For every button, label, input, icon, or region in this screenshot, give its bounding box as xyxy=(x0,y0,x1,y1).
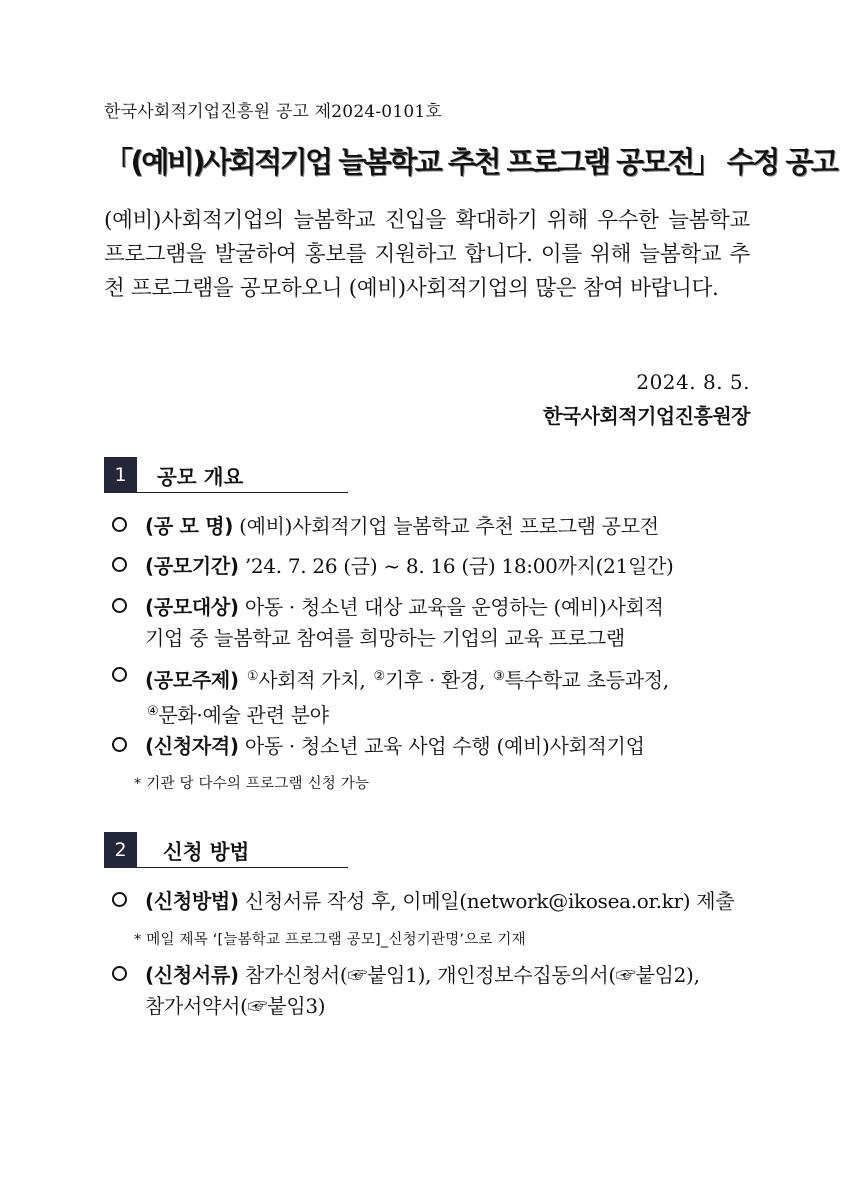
bullet-circle-icon xyxy=(112,737,127,752)
item-label: (공 모 명) xyxy=(145,514,234,538)
list-item-target xyxy=(112,592,752,654)
list-item-contest-name xyxy=(112,511,752,542)
list-item-body xyxy=(145,960,752,1022)
item-text: 신청서류 작성 후, 이메일(network@ikosea.or.kr) 제출 xyxy=(244,889,735,913)
list-item-body xyxy=(145,661,752,731)
item-label: (공모기간) xyxy=(145,554,239,578)
bullet-circle-icon xyxy=(112,598,127,613)
circled-number-2: ② xyxy=(373,669,385,684)
item-text-continued: 기업 중 늘봄학교 참여를 희망하는 기업의 교육 프로그램 xyxy=(145,626,625,650)
item-label: (신청방법) xyxy=(145,889,239,913)
item-text: (예비)사회적기업 늘봄학교 추천 프로그램 공모전 xyxy=(239,514,659,538)
item-label: (공모대상) xyxy=(145,595,239,619)
item-text-continued: 참가서약서(☞붙임3) xyxy=(145,994,326,1018)
item-text-continued xyxy=(145,696,752,731)
theme-4: 문화·예술 관련 분야 xyxy=(158,703,329,727)
list-item-body xyxy=(145,886,752,917)
issuer-name: 한국사회적기업진흥원장 xyxy=(542,404,750,428)
intro-paragraph: (예비)사회적기업의 늘봄학교 진입을 확대하기 위해 우수한 늘봄학교 프로그램을 발굴하여 홍보를 지원하고 합니다. 이를 위해 늘봄학교 추천 프로그램을 공모하오니 (예비)사회적기업의 많은 참여 바랍니다. xyxy=(104,208,750,301)
item-label: (신청서류) xyxy=(145,963,239,987)
section-2-number: 2 xyxy=(104,832,137,868)
bullet-circle-icon xyxy=(112,517,127,532)
theme-2: 기후 · 환경, xyxy=(384,668,486,692)
item-text: 아동 · 청소년 대상 교육을 운영하는 (예비)사회적 xyxy=(244,595,664,619)
section-2-header xyxy=(104,832,348,868)
section-1-number: 1 xyxy=(104,457,137,493)
section-1-title: 공모 개요 xyxy=(157,464,244,489)
list-item-period xyxy=(112,551,752,582)
list-item-documents xyxy=(112,960,752,1022)
item-text: 참가신청서(☞붙임1), 개인정보수집동의서(☞붙임2), xyxy=(244,963,700,987)
announcement-date: 2024. 8. 5. xyxy=(636,370,750,394)
bullet-circle-icon xyxy=(112,667,127,682)
theme-3: 특수학교 초등과정, xyxy=(504,668,669,692)
item-label: (공모주제) xyxy=(145,668,239,692)
document-title: 「(예비)사회적기업 늘봄학교 추천 프로그램 공모전」 수정 공고 xyxy=(104,145,837,179)
item-text: 아동 · 청소년 교육 사업 수행 (예비)사회적기업 xyxy=(244,734,645,758)
circled-number-4: ④ xyxy=(147,704,159,719)
section-1-header xyxy=(104,457,348,493)
list-item-body xyxy=(145,731,752,762)
bullet-circle-icon xyxy=(112,892,127,907)
section-1-note: * 기관 당 다수의 프로그램 신청 가능 xyxy=(134,776,370,792)
bullet-circle-icon xyxy=(112,557,127,572)
theme-1: 사회적 가치, xyxy=(258,668,366,692)
announcement-number: 한국사회적기업진흥원 공고 제2024-0101호 xyxy=(104,102,442,122)
item-text: ’24. 7. 26 (금) ~ 8. 16 (금) 18:00까지(21일간) xyxy=(244,554,674,578)
list-item-body xyxy=(145,511,752,542)
list-item-eligibility xyxy=(112,731,752,762)
section-2-title: 신청 방법 xyxy=(163,839,250,864)
list-item-method xyxy=(112,886,752,917)
list-item-theme xyxy=(112,661,752,731)
circled-number-3: ③ xyxy=(493,669,505,684)
item-label: (신청자격) xyxy=(145,734,239,758)
section-2-note: * 메일 제목 ‘[늘봄학교 프로그램 공모]_신청기관명’으로 기재 xyxy=(134,932,526,948)
list-item-body xyxy=(145,592,752,654)
bullet-circle-icon xyxy=(112,966,127,981)
list-item-body xyxy=(145,551,752,582)
circled-number-1: ① xyxy=(246,669,259,684)
